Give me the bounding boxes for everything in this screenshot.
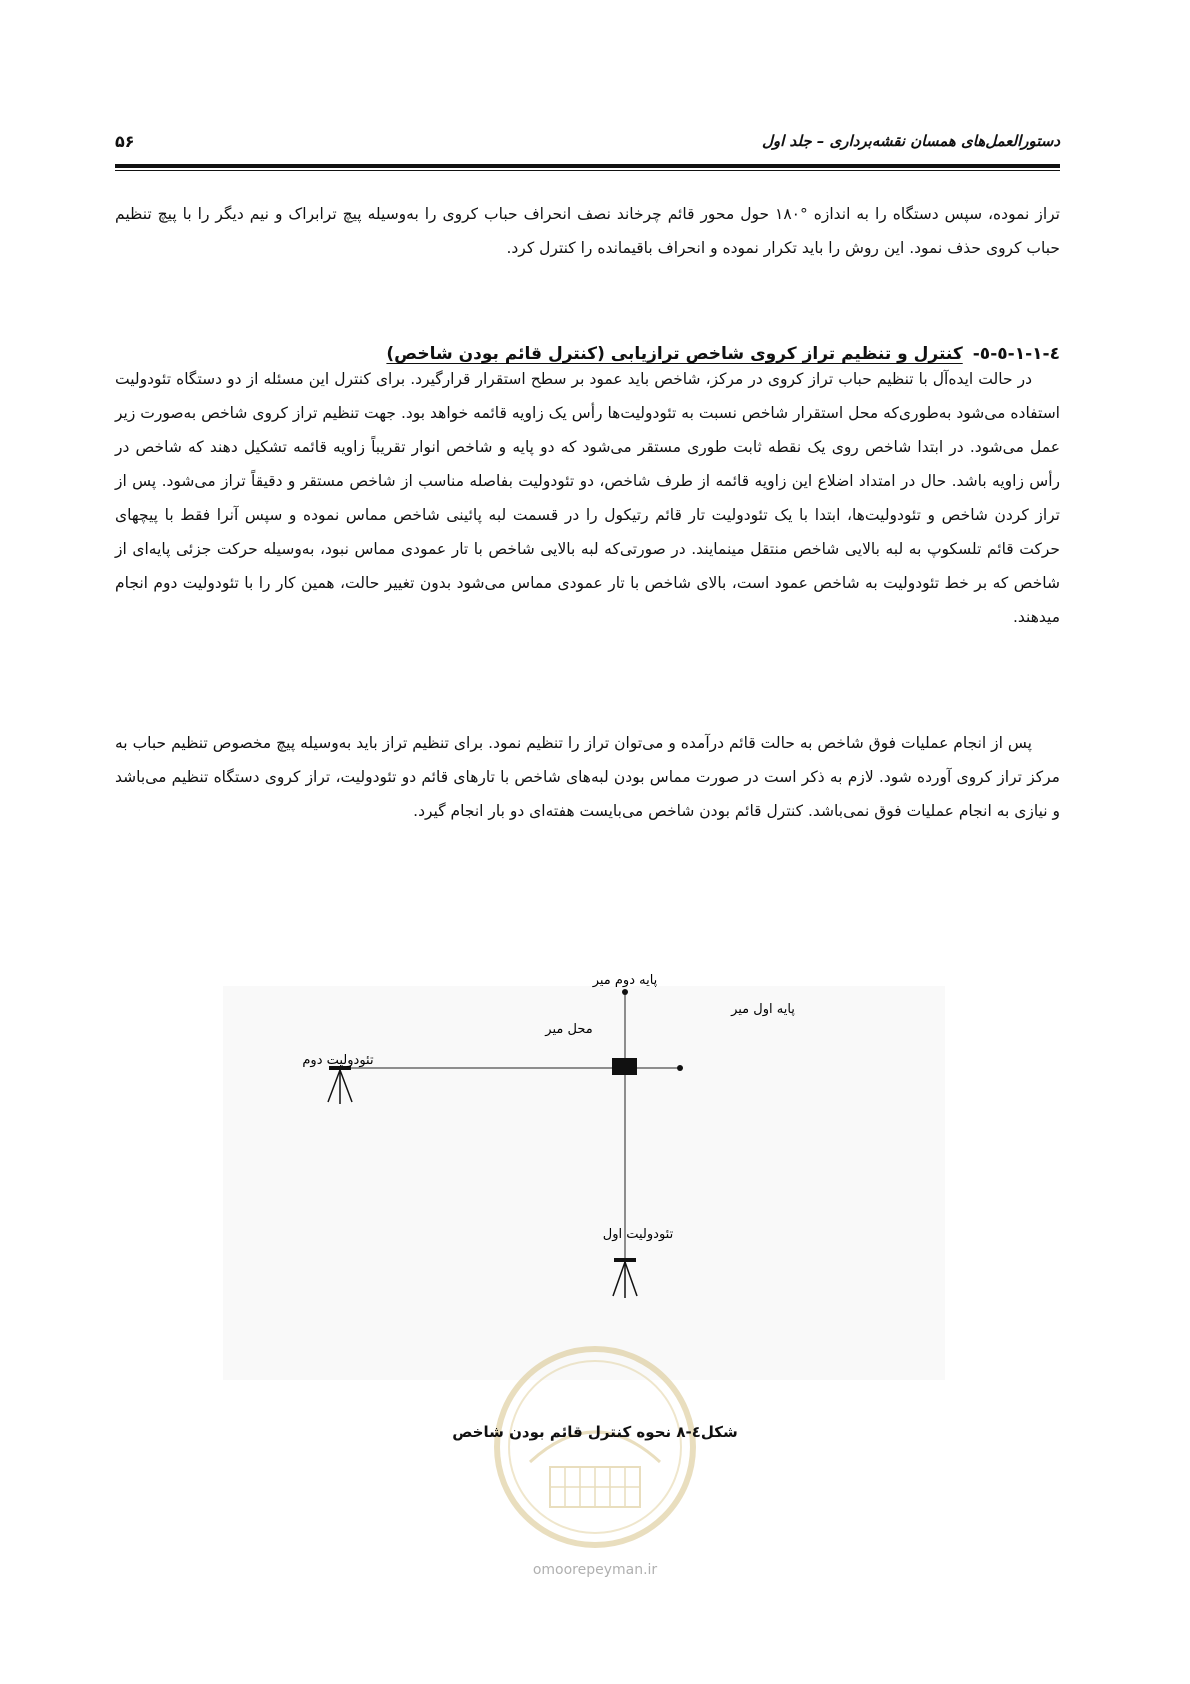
watermark-site: omoorepeyman.ir [532,1562,658,1578]
section-title: کنترل و تنظیم تراز کروی شاخص ترازیابی (کنترل قائم بودن شاخص) [386,344,963,364]
header-divider-thin [115,170,1060,171]
page-header [115,126,1060,164]
header-title: دستورالعمل‌های همسان نقشه‌برداری – جلد اول [761,132,1060,150]
theodolite-2-icon [328,1068,352,1104]
label-second-leg: پایه دوم میر [592,973,658,988]
section-heading [386,344,1060,364]
header-divider [115,164,1060,168]
first-leg-dot [677,1065,683,1071]
body-paragraph-2: پس از انجام عملیات فوق شاخص به حالت قائم درآمده و می‌توان تراز را تنظیم نمود. برای تنظیم تراز باید به‌وسیله پیچ مخصوص تنظیم حباب به مرکز تراز کروی آورده شود. لازم به ذکر است در صورت مماس بودن لبه‌های شاخص با تارهای قائم دو تئودولیت، تراز کروی دستگاه تنظیم می‌باشد و نیازی به انجام عملیات فوق نمی‌باشد. کنترل قائم بودن شاخص می‌بایست هفته‌ای دو بار انجام گیرد. [115,734,1060,820]
body-paragraph-2-block [115,726,1060,828]
intro-paragraph-block [115,197,1060,265]
label-theodolite-2: تئودولیت دوم [302,1053,374,1068]
intro-paragraph: تراز نموده، سپس دستگاه را به اندازه °۱۸۰ حول محور قائم چرخاند نصف انحراف حباب کروی را به‌وسیله پیچ ترابراک و نیم دیگر را با پیچ تنظیم حباب کروی حذف نمود. این روش را باید تکرار نموده و انحراف باقیمانده را کنترل کرد. [115,205,1060,257]
watermark-logo [490,1342,700,1552]
body-paragraph-1-block [115,362,1060,634]
figure-diagram [223,973,945,1380]
rod-location-marker [612,1058,637,1075]
theodolite-1-icon [613,1260,637,1298]
page-number: ۵۶ [115,132,135,151]
label-first-leg: پایه اول میر [731,1002,795,1017]
figure-caption: شکل٤-٨ نحوه کنترل قائم بودن شاخص [452,1423,738,1441]
label-theodolite-1: تئودولیت اول [602,1227,674,1242]
label-rod-location: محل میر [545,1022,593,1037]
section-number: ٤-١-١-٥-٥- [972,344,1060,364]
body-paragraph-1: در حالت ایده‌آل با تنظیم حباب تراز کروی در مرکز، شاخص باید عمود بر سطح استقرار قرارگیرد. برای کنترل این مسئله از دو دستگاه تئودولیت استفاده می‌شود به‌طوری‌که محل استقرار شاخص نسبت به تئودولیت‌ها رأس یک زاویه قائمه خواهد بود. جهت تنظیم تراز کروی شاخص به‌صورت زیر عمل می‌شود. در ابتدا شاخص روی یک نقطه ثابت طوری مستقر می‌شود که دو پایه و شاخص انوار تقریباً زاویه قائمه تشکیل دهند که شاخص در رأس زاویه باشد. حال در امتداد اضلاع این زاویه قائمه از طرف شاخص، دو تئودولیت بفاصله مناسب از شاخص مستقر و دقیقاً تراز می‌شود. پس از تراز کردن شاخص و تئودولیت‌ها، ابتدا با یک تئودولیت تار قائم رتیکول را در قسمت لبه پائینی شاخص مماس نموده و سپس آنرا فقط با پیچهای حرکت قائم تلسکوپ به لبه بالایی شاخص منتقل مینمایند. در صورتی‌که لبه بالایی شاخص با تار عمودی مماس نبود، به‌وسیله حرکت جزئی پایه‌ای از شاخص که بر خط تئودولیت به شاخص عمود است، بالای شاخص با تار عمودی مماس می‌شود بدون تغییر حالت، همین کار را با تئودولیت دوم انجام میدهند. [115,370,1060,626]
second-leg-dot [622,989,628,995]
